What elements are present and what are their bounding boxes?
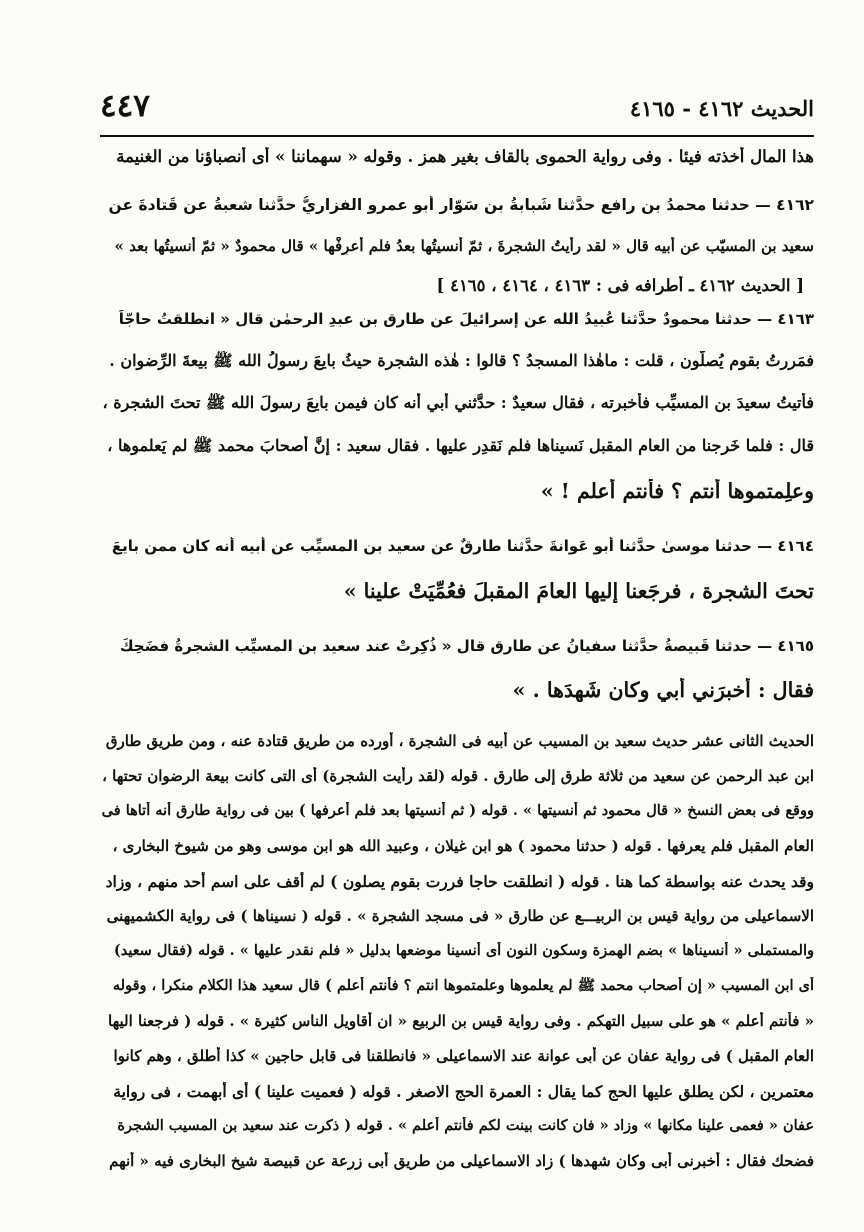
commentary-line-7: والمستملى « أنسيناها » بضم الهمزة وسكون النون أى أنسينا موضعها بدليل « فلم نقدر عليها » . قوله (فقال سعيد) [113, 942, 814, 959]
commentary-line-8: أى ابن المسيب « إن أصحاب محمد ﷺ لم يعلموها وعلمتموها انتم ؟ فأنتم أعلم ) قال سعيد هذا الكلام منكرا ، وقوله [112, 977, 814, 994]
commentary-line-6: الاسماعيلى من رواية قيس بن الربيـــع عن طارق « فى مسجد الشجرة » . قوله ( نسيناها ) فى رواية الكشميهنى [106, 907, 814, 925]
hadith-4162-line-1: ٤١٦٢ — حدثنا محمدُ بن رافع حدَّثنا شَبابةُ بن سَوّار أبو عمرو الفزاريُّ حدَّثنا شعبةُ عن قَتادةَ عن [108, 196, 814, 214]
header-rule [100, 135, 814, 137]
commentary-line-12: عفان « فعمى علينا مكانها » وزاد « فان كانت بينت لكم فأنتم أعلم » . قوله ( ذكرت عند سعيد بن المسيب الشجرة [117, 1117, 814, 1134]
commentary-line-9: « فأنتم أعلم » هو على سبيل التهكم . وفى رواية قيس بن الربيع « ان أقاويل الناس كثيرة » . قوله ( فرجعنا اليها [108, 1012, 814, 1030]
hadith-4165-line-1: ٤١٦٥ — حدثنا قَبيصةُ حدَّثنا سفيانُ عن طارق قال « ذُكِرتْ عند سعيد بن المسيِّب الشجرةُ فضَحِكَ [119, 637, 814, 655]
page-header [100, 88, 814, 134]
commentary-line-11: معتمرين ، لكن يطلق عليها الحج كما يقال : العمرة الحج الاصغر . قوله ( فعميت علينا ) أى أبهمت ، فى رواية [113, 1082, 814, 1101]
hadith-4163-line-3: فأتيتُ سعيدَ بن المسيِّب فأخبرته ، فقال سعيدٌ : حدَّثني أبي أنه كان فيمن بايعَ رسولَ الله ﷺ تحتَ الشجرة ، [102, 393, 814, 412]
commentary-line-10: العام المقبل ) فى رواية عفان عن أبى عوانة عند الاسماعيلى « فانطلقنا فى قابل حاجين » كذا أطلق ، وهم كانوا [113, 1047, 814, 1065]
hadith-4163-line-2: فمَررتُ بقوم يُصلُّون ، قلت : ماهٰذا المسجدُ ؟ قالوا : هٰذه الشجرة حيثُ بايعَ رسولُ الله ﷺ بيعةَ الرِّضوان . [109, 351, 814, 370]
hadith-4164-line-1: ٤١٦٤ — حدثنا موسىٰ حدَّثنا أبو عَوانةَ حدَّثنا طارقٌ عن سعيد بن المسيِّب عن أبيه أنه كان ممن بايعَ [111, 537, 814, 555]
hadith-4162-reference: [ الحديث ٤١٦٢ ـ أطرافه فى : ٤١٦٣ ، ٤١٦٤ ، ٤١٦٥ ] [436, 276, 804, 295]
commentary-line-3: ووقع فى بعض النسخ « قال محمود ثم أنسيتها » . قوله ( ثم أنسيتها بعد فلم أعرفها ) بين فى رواية طارق أنه أتاها فى [101, 802, 814, 819]
hadith-4165-line-2: فقال : أخبرَني أبي وكان شَهِدَها . » [512, 678, 814, 702]
page-number: ٤٤٧ [100, 88, 150, 124]
commentary-line-13: فضحك فقال : أخبرنى أبى وكان شهدها ) زاد الاسماعيلى من طريق أبى زرعة عن قبيصة شيخ البخارى فيه « أنهم [109, 1152, 814, 1170]
hadith-4163-line-1: ٤١٦٣ — حدثنا محمودٌ حدَّثنا عُبيدُ الله عن إسرائيلَ عن طارقِ بن عبدِ الرحمٰن قال « انطلقتُ حاجّاً [118, 310, 814, 328]
commentary-line-1: الحديث الثانى عشر حديث سعيد بن المسيب عن أبيه فى الشجرة ، أورده من طريق قتادة عنه ، ومن طريق طارق [105, 732, 814, 750]
commentary-line-4: العام المقبل فلم يعرفها . قوله ( حدثنا محمود ) هو ابن غيلان ، وعبيد الله هو ابن موسى وهو من شيوخ البخارى ، [112, 837, 814, 855]
hadith-4164-line-2: تحتَ الشجرة ، فرجَعنا إليها العامَ المقبلَ فعُمِّيَتْ علينا » [343, 579, 814, 603]
running-title: الحديث ٤١٦٢ - ٤١٦٥ [629, 96, 814, 121]
commentary-line-5: وقد يحدث عنه بواسطة كما هنا . قوله ( انطلقت حاجا فررت بقوم يصلون ) لم أقف على اسم أحد منهم ، وزاد [105, 872, 814, 891]
hadith-4163-line-5: وعلِمتموها أنتم ؟ فأنتم أعلم ! » [540, 479, 814, 503]
hadith-4162-line-2: سعيد بن المسيّب عن أبيه قال « لقد رأيتُ الشجرةَ ، ثمّ أُنسيتُها بعدُ فلم أعرِفْها » قال محمودٌ « ثمّ أُنسيتُها بعد » [114, 237, 814, 255]
hadith-4163-line-4: قال : فلما خَرجنا من العام المقبل نَسيناها فلم نَقدِر عليها . فقال سعيد : إنَّ أصحابَ محمد ﷺ لم يَعلموها ، [107, 436, 814, 455]
commentary-line-2: ابن عبد الرحمن عن سعيد من ثلاثة طرق إلى طارق . قوله (لقد رأيت الشجرة) أى التى كانت بيعة الرضوان تحتها ، [102, 767, 814, 785]
top-line: هذا المال أخذته فيئا . وفى رواية الحموى بالقاف بغير همز . وقوله « سهماننا » أى أنصباؤنا من الغنيمة [116, 147, 814, 166]
